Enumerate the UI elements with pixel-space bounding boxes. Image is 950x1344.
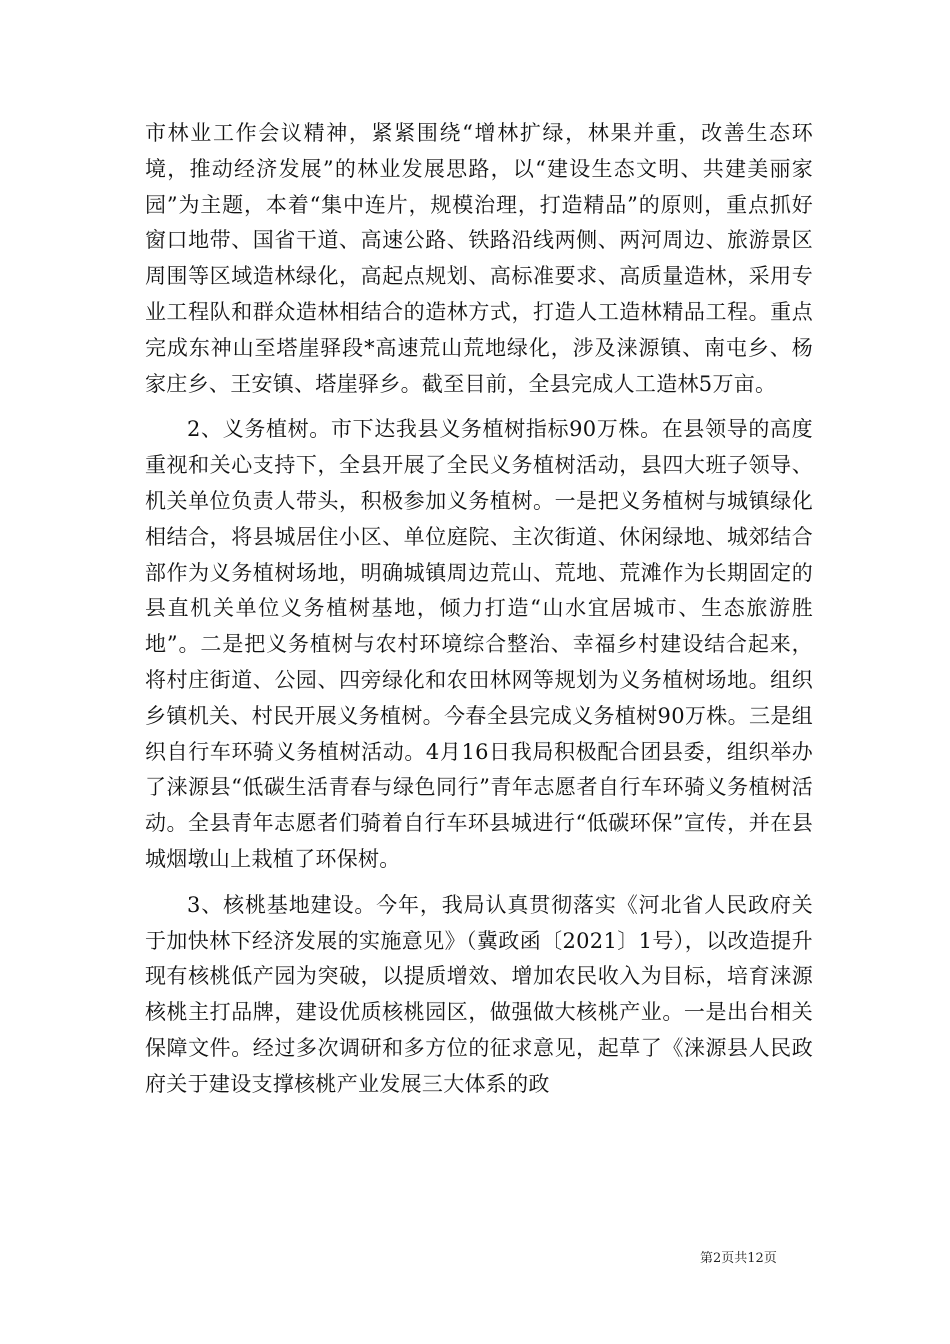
page-number-footer: 第2页共12页 xyxy=(700,1251,777,1266)
paragraph-voluntary-tree-planting: 2、义务植树。市下达我县义务植树指标90万株。在县领导的高度重视和关心支持下，全县开展了全民义务植树活动，县四大班子领导、机关单位负责人带头，积极参加义务植树。一是把义务植树与城镇绿化相结合，将县城居住小区、单位庭院、主次街道、休闲绿地、城郊结合部作为义务植树场地，明确城镇周边荒山、荒地、荒滩作为长期固定的县直机关单位义务植树基地，倾力打造“山水宜居城市、生态旅游胜地”。二是把义务植树与农村环境综合整治、幸福乡村建设结合起来，将村庄街道、公园、四旁绿化和农田林网等规划为义务植树场地。组织乡镇机关、村民开展义务植树。今春全县完成义务植树90万株。三是组织自行车环骑义务植树活动。4月16日我局积极配合团县委，组织举办了涞源县“低碳生活青春与绿色同行”青年志愿者自行车环骑义务植树活动。全县青年志愿者们骑着自行车环县城进行“低碳环保”宣传，并在县城烟墩山上栽植了环保树。 xyxy=(145,417,813,871)
paragraph-afforestation: 市林业工作会议精神，紧紧围绕“增林扩绿，林果并重，改善生态环境，推动经济发展”的林业发展思路，以“建设生态文明、共建美丽家园”为主题，本着“集中连片，规模治理，打造精品”的原则，重点抓好窗口地带、国省干道、高速公路、铁路沿线两侧、两河周边、旅游景区周围等区域造林绿化，高起点规划、高标准要求、高质量造林，采用专业工程队和群众造林相结合的造林方式，打造人工造林精品工程。重点完成东神山至塔崖驿段*高速荒山荒地绿化，涉及涞源镇、南屯乡、杨家庄乡、王安镇、塔崖驿乡。截至目前，全县完成人工造林5万亩。 xyxy=(145,121,813,396)
document-body xyxy=(145,116,813,1103)
paragraph-walnut-base: 3、核桃基地建设。今年，我局认真贯彻落实《河北省人民政府关于加快林下经济发展的实施意见》（冀政函〔2021〕1号），以改造提升现有核桃低产园为突破，以提质增效、增加农民收入为目标，培育涞源核桃主打品牌，建设优质核桃园区，做强做大核桃产业。一是出台相关保障文件。经过多次调研和多方位的征求意见，起草了《涞源县人民政府关于建设支撑核桃产业发展三大体系的政 xyxy=(145,892,813,1096)
